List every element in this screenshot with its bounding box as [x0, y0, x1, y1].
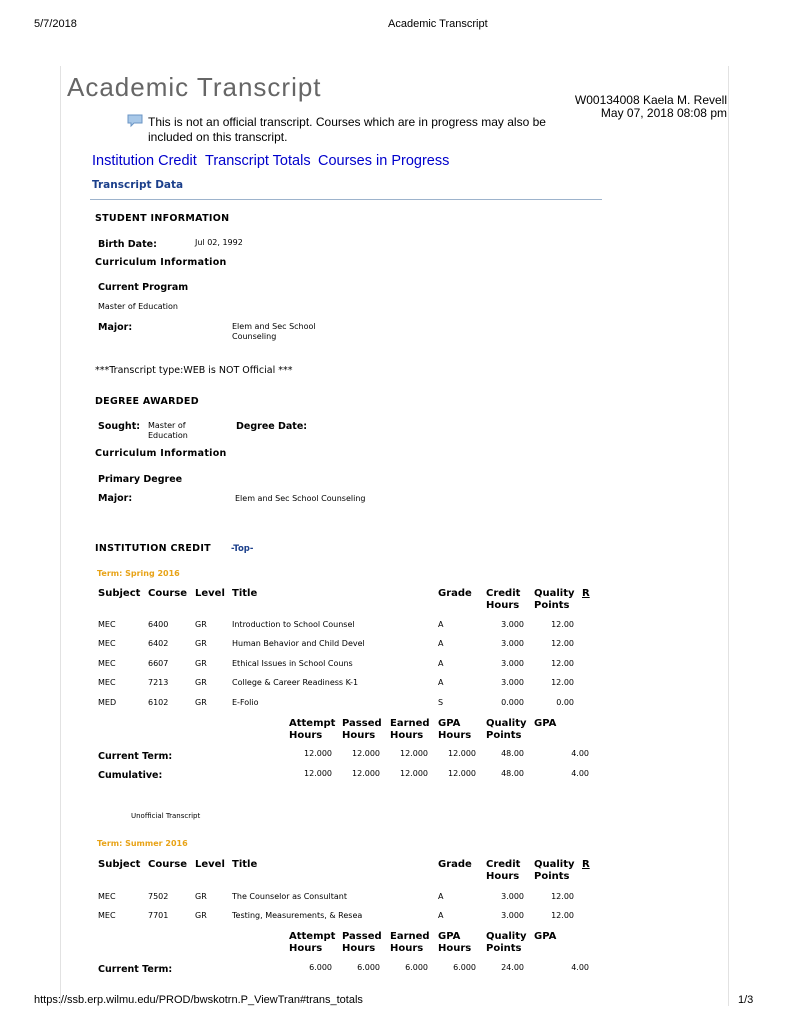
- degree-awarded-heading: DEGREE AWARDED: [95, 396, 199, 407]
- term-heading: Term: Summer 2016: [97, 839, 188, 848]
- birth-date-value: Jul 02, 1992: [195, 238, 243, 247]
- col-attempt-hours: Attempt Hours: [289, 931, 336, 954]
- cell-quality: 12.00: [551, 892, 574, 901]
- transcript-data-heading: Transcript Data: [92, 179, 184, 191]
- link-transcript-totals[interactable]: Transcript Totals: [205, 153, 311, 169]
- cell-attempt: 6.000: [309, 963, 332, 972]
- col-repeat: R: [582, 588, 590, 599]
- col-attempt-hours: Attempt Hours: [289, 718, 336, 741]
- cell-level: GR: [195, 659, 207, 668]
- major-label: Major:: [98, 322, 133, 333]
- cell-grade: A: [438, 639, 444, 648]
- col-earned-hours: Earned Hours: [390, 718, 430, 741]
- cell-credit: 3.000: [501, 659, 524, 668]
- cell-gpa: 4.00: [571, 749, 589, 758]
- student-information-heading: STUDENT INFORMATION: [95, 213, 230, 224]
- transcript-type: ***Transcript type:WEB is NOT Official ***: [95, 365, 293, 376]
- col-total-quality-points: Quality Points: [486, 718, 527, 741]
- cell-grade: A: [438, 678, 444, 687]
- curriculum-heading: Curriculum Information: [95, 257, 227, 268]
- degree-date-label: Degree Date:: [236, 421, 308, 432]
- col-level: Level: [195, 859, 225, 870]
- student-id-line: W00134008 Kaela M. Revell: [574, 93, 727, 107]
- cell-grade: A: [438, 620, 444, 629]
- cell-gpa: 4.00: [571, 963, 589, 972]
- degree-major-value: Elem and Sec School Counseling: [235, 494, 366, 503]
- cell-credit: 3.000: [501, 911, 524, 920]
- col-course: Course: [148, 588, 187, 599]
- cell-subject: MED: [98, 698, 117, 707]
- unofficial-label: Unofficial Transcript: [131, 812, 201, 820]
- institution-credit-heading: INSTITUTION CREDIT: [95, 543, 211, 554]
- cell-passed: 12.000: [352, 769, 380, 778]
- col-passed-hours: Passed Hours: [342, 931, 382, 954]
- print-url: https://ssb.erp.wilmu.edu/PROD/bwskotrn.P_ViewTran#trans_totals: [34, 994, 363, 1006]
- cell-subject: MEC: [98, 678, 116, 687]
- col-passed-hours: Passed Hours: [342, 718, 382, 741]
- col-title: Title: [232, 859, 258, 870]
- major-value: Elem and Sec School Counseling: [232, 322, 316, 341]
- cell-subject: MEC: [98, 620, 116, 629]
- cell-level: GR: [195, 639, 207, 648]
- link-courses-in-progress[interactable]: Courses in Progress: [318, 153, 450, 169]
- col-earned-hours: Earned Hours: [390, 931, 430, 954]
- cell-title: Human Behavior and Child Devel: [232, 639, 365, 648]
- cell-quality: 48.00: [501, 769, 524, 778]
- col-repeat: R: [582, 859, 590, 870]
- col-title: Title: [232, 588, 258, 599]
- print-date: 5/7/2018: [34, 18, 77, 30]
- cell-course: 6402: [148, 639, 169, 648]
- cell-quality: 12.00: [551, 678, 574, 687]
- cell-earned: 12.000: [400, 749, 428, 758]
- cell-gpa-hours: 12.000: [448, 769, 476, 778]
- comment-icon: [127, 113, 143, 132]
- divider: [90, 199, 602, 200]
- cell-grade: A: [438, 911, 444, 920]
- link-institution-credit[interactable]: Institution Credit: [92, 153, 197, 169]
- degree-major-label: Major:: [98, 493, 133, 504]
- term-heading: Term: Spring 2016: [97, 569, 180, 578]
- cell-title: College & Career Readiness K-1: [232, 678, 359, 687]
- student-identity: [575, 94, 727, 120]
- cell-quality: 12.00: [551, 659, 574, 668]
- cell-title: Ethical Issues in School Couns: [232, 659, 353, 668]
- cell-earned: 6.000: [405, 963, 428, 972]
- col-quality-points: Quality Points: [534, 588, 575, 611]
- cell-grade: S: [438, 698, 444, 707]
- col-credit-hours: Credit Hours: [486, 859, 521, 882]
- cell-title: Introduction to School Counsel: [232, 620, 355, 629]
- cell-course: 6607: [148, 659, 169, 668]
- cell-credit: 3.000: [501, 678, 524, 687]
- cell-earned: 12.000: [400, 769, 428, 778]
- cell-quality: 12.00: [551, 911, 574, 920]
- cell-level: GR: [195, 620, 207, 629]
- cell-course: 6102: [148, 698, 169, 707]
- col-gpa-hours: GPA Hours: [438, 718, 472, 741]
- cell-subject: MEC: [98, 911, 116, 920]
- program-value: Master of Education: [98, 302, 178, 311]
- sought-value: Master of Education: [148, 421, 188, 440]
- cell-course: 7502: [148, 892, 169, 901]
- cell-credit: 3.000: [501, 892, 524, 901]
- col-subject: Subject: [98, 859, 141, 870]
- current-program-label: Current Program: [98, 282, 189, 293]
- cell-gpa-hours: 12.000: [448, 749, 476, 758]
- degree-curriculum-heading: Curriculum Information: [95, 448, 227, 459]
- cell-credit: 0.000: [501, 698, 524, 707]
- cell-attempt: 12.000: [304, 769, 332, 778]
- cell-quality: 24.00: [501, 963, 524, 972]
- primary-degree-label: Primary Degree: [98, 474, 183, 485]
- col-credit-hours: Credit Hours: [486, 588, 521, 611]
- totals-label: Current Term:: [98, 751, 173, 762]
- cell-course: 7701: [148, 911, 169, 920]
- col-gpa: GPA: [534, 931, 557, 942]
- sought-label: Sought:: [98, 421, 141, 432]
- cell-credit: 3.000: [501, 639, 524, 648]
- col-subject: Subject: [98, 588, 141, 599]
- cell-grade: A: [438, 892, 444, 901]
- col-quality-points: Quality Points: [534, 859, 575, 882]
- cell-title: Testing, Measurements, & Resea: [232, 911, 363, 920]
- print-title: Academic Transcript: [388, 18, 488, 30]
- cell-quality: 12.00: [551, 639, 574, 648]
- col-grade: Grade: [438, 588, 472, 599]
- timestamp: May 07, 2018 08:08 pm: [600, 106, 727, 120]
- cell-course: 7213: [148, 678, 169, 687]
- cell-title: The Counselor as Consultant: [232, 892, 347, 901]
- cell-title: E-Folio: [232, 698, 259, 707]
- cell-credit: 3.000: [501, 620, 524, 629]
- cell-level: GR: [195, 678, 207, 687]
- top-link[interactable]: -Top-: [231, 544, 254, 554]
- cell-level: GR: [195, 698, 207, 707]
- col-grade: Grade: [438, 859, 472, 870]
- cell-passed: 12.000: [352, 749, 380, 758]
- col-total-quality-points: Quality Points: [486, 931, 527, 954]
- totals-label: Current Term:: [98, 964, 173, 975]
- cell-level: GR: [195, 911, 207, 920]
- col-level: Level: [195, 588, 225, 599]
- page-title: Academic Transcript: [67, 72, 322, 102]
- cell-quality: 12.00: [551, 620, 574, 629]
- col-course: Course: [148, 859, 187, 870]
- cell-subject: MEC: [98, 892, 116, 901]
- cell-course: 6400: [148, 620, 169, 629]
- cell-gpa: 4.00: [571, 769, 589, 778]
- cell-quality: 0.00: [556, 698, 574, 707]
- cell-attempt: 12.000: [304, 749, 332, 758]
- cell-subject: MEC: [98, 659, 116, 668]
- birth-date-label: Birth Date:: [98, 239, 157, 250]
- totals-label: Cumulative:: [98, 770, 163, 781]
- col-gpa-hours: GPA Hours: [438, 931, 472, 954]
- cell-subject: MEC: [98, 639, 116, 648]
- cell-level: GR: [195, 892, 207, 901]
- page-number: 1/3: [738, 994, 754, 1006]
- cell-passed: 6.000: [357, 963, 380, 972]
- col-gpa: GPA: [534, 718, 557, 729]
- cell-grade: A: [438, 659, 444, 668]
- cell-gpa-hours: 6.000: [453, 963, 476, 972]
- cell-quality: 48.00: [501, 749, 524, 758]
- unofficial-notice: This is not an official transcript. Courses which are in progress may also be included on this transcript.: [148, 115, 546, 144]
